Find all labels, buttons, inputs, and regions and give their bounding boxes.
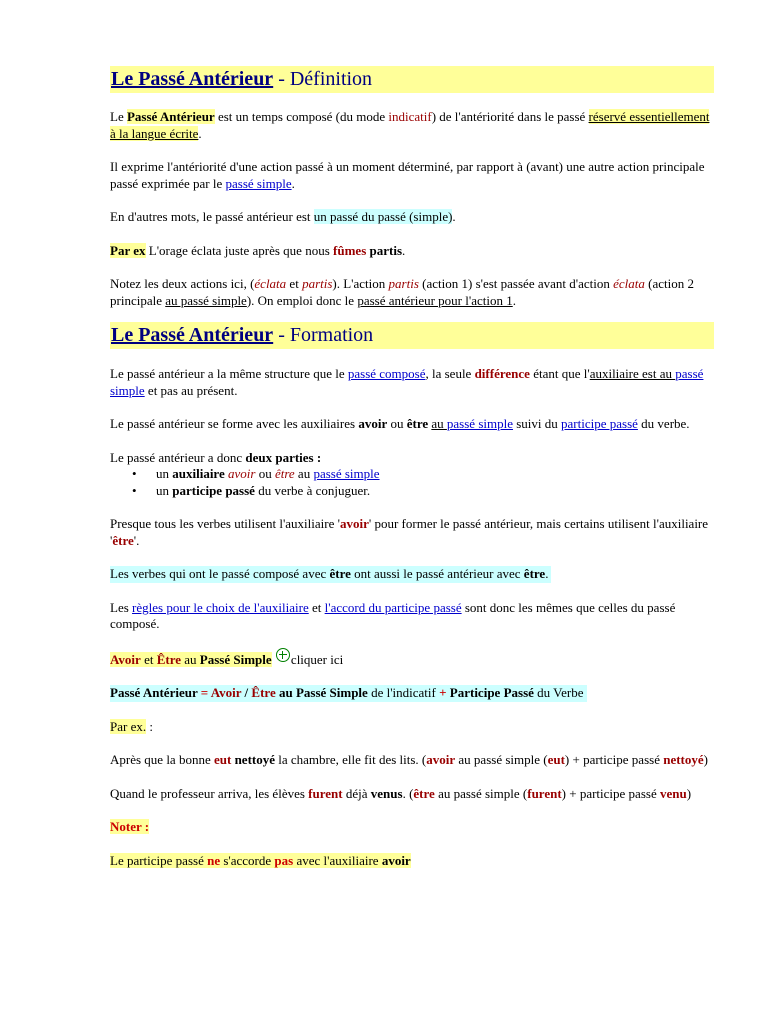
text: de l'indicatif	[367, 685, 440, 700]
text: au	[181, 651, 200, 667]
verb-partis: partis	[369, 242, 402, 258]
link-passe-simple[interactable]: passé simple	[110, 366, 704, 398]
term-passe-anterieur: Passé Antérieur	[110, 685, 198, 700]
verb-venu: venu	[659, 785, 687, 801]
text: Il exprime l'antériorité d'une action passé à un moment déterminé, par rapport à (avant) une autre action principale passé exprimée par le	[110, 159, 705, 191]
text: .	[512, 292, 516, 308]
formation-paragraph-6	[110, 600, 714, 633]
text: '.	[133, 532, 140, 548]
term-avoir: avoir	[381, 852, 411, 868]
verb-furent: furent	[308, 785, 343, 801]
text: Après que la bonne	[110, 752, 214, 767]
text: .	[545, 566, 549, 581]
verb-venus: venus	[370, 785, 403, 801]
text: Le	[110, 109, 127, 124]
term-avoir: Avoir	[210, 685, 242, 700]
term-avoir: avoir	[426, 752, 456, 767]
text: est un temps composé (du mode	[214, 109, 389, 124]
heading-title: Le Passé Antérieur	[111, 324, 274, 346]
click-here-link[interactable]: cliquer ici	[290, 651, 344, 667]
text: Les	[110, 599, 133, 615]
parts-list	[110, 466, 714, 499]
term-etre: être	[274, 466, 295, 481]
note-paragraph	[110, 853, 714, 870]
link-passe-compose[interactable]: passé composé	[347, 366, 426, 381]
text: .	[291, 175, 295, 191]
cyan-highlight	[110, 566, 551, 583]
text: (action 2 principale	[110, 276, 694, 308]
definition-paragraph-5	[110, 276, 714, 309]
text: Le passé antérieur se forme avec les auxiliaires	[110, 416, 359, 431]
underlined-text: au passé simple	[165, 292, 247, 308]
link-passe-simple[interactable]: passé simple	[446, 416, 513, 431]
list-item	[110, 483, 714, 500]
text: ' pour former le passé antérieur, mais certains utilisent l'auxiliaire '	[110, 516, 709, 548]
verb-nettoye: nettoyé	[663, 752, 704, 767]
term-avoir: avoir	[358, 416, 388, 431]
term-difference: différence	[474, 366, 530, 381]
example-paragraph-1	[110, 752, 714, 769]
text: L'orage éclata juste après que nous	[145, 242, 334, 258]
term-deux-parties: deux parties :	[245, 449, 322, 465]
term-avoir: Avoir	[110, 651, 141, 667]
term-ne: ne	[207, 852, 221, 868]
text: Le participe passé	[110, 852, 208, 868]
term-avoir: avoir	[339, 516, 369, 531]
verb-partis: partis	[302, 276, 333, 291]
cyan-highlight	[110, 685, 587, 702]
formation-heading	[110, 322, 714, 349]
term-au-passe-simple: au Passé Simple	[278, 685, 368, 700]
text: au passé simple (	[455, 752, 548, 767]
text: du verbe à conjuguer.	[254, 482, 371, 498]
text: )	[703, 752, 708, 767]
text: Quand le professeur arriva, les élèves	[110, 785, 309, 801]
text: et pas au présent.	[144, 382, 238, 398]
term-etre: Être	[251, 685, 276, 700]
term-participe-passe: participe passé	[172, 482, 255, 498]
formation-paragraph-5	[110, 566, 714, 583]
definition-paragraph-1	[110, 109, 714, 142]
term-passe-anterieur: Passé Antérieur	[126, 109, 215, 124]
text: , la seule	[425, 366, 475, 381]
term-etre: être	[413, 785, 435, 801]
underlined-text: auxiliaire est au	[589, 366, 676, 381]
note-label: Noter :	[110, 819, 150, 834]
text: avec l'auxiliaire	[293, 852, 382, 868]
text: étant que l'	[529, 366, 590, 381]
document-content	[110, 66, 714, 869]
link-passe-simple[interactable]: passé simple	[313, 466, 380, 481]
text: et	[308, 599, 325, 615]
heading-subtitle: - Formation	[273, 324, 374, 346]
text: suivi du	[512, 416, 562, 431]
plus-circle-icon[interactable]	[276, 648, 290, 662]
definition-heading	[110, 66, 714, 93]
underlined-text: passé antérieur pour l'action 1	[357, 292, 513, 308]
link-regles-auxiliaire[interactable]: règles pour le choix de l'auxiliaire	[132, 599, 309, 615]
link-participe-passe[interactable]: participe passé	[561, 416, 638, 431]
text: ou	[255, 466, 275, 481]
term-etre: être	[112, 532, 134, 548]
text: .	[402, 242, 406, 258]
text: du verbe.	[637, 416, 690, 431]
note-label-paragraph	[110, 819, 714, 836]
verb-eut: eut	[547, 752, 565, 767]
link-passe-simple[interactable]: passé simple	[225, 175, 292, 191]
definition-paragraph-2	[110, 159, 714, 192]
list-item	[110, 466, 714, 483]
term-etre: être	[523, 566, 546, 581]
term-pas: pas	[274, 852, 294, 868]
text: déjà	[342, 785, 371, 801]
verb-partis: partis	[388, 276, 419, 291]
example-paragraph-2	[110, 786, 714, 803]
yellow-highlight	[110, 853, 411, 868]
highlight-passe-du-passe: un passé du passé (simple)	[313, 209, 453, 224]
plus-sign: +	[439, 685, 447, 700]
formation-paragraph-4	[110, 516, 714, 549]
text: ). L'action	[332, 276, 389, 291]
verb-eut: eut	[213, 752, 232, 767]
text: Le passé antérieur a la même structure que le	[110, 366, 348, 381]
verb-eclata: éclata	[254, 276, 287, 291]
heading-title: Le Passé Antérieur	[111, 68, 274, 90]
verb-furent: furent	[527, 785, 562, 801]
text: un	[156, 482, 173, 498]
text: En d'autres mots, le passé antérieur est	[110, 209, 314, 224]
text: Presque tous les verbes utilisent l'auxiliaire '	[110, 516, 340, 531]
text: au passé simple (	[434, 785, 528, 801]
definition-paragraph-3	[110, 209, 714, 226]
text: ) + participe passé	[561, 785, 660, 801]
formation-paragraph-7	[110, 648, 714, 669]
term-auxiliaire: auxiliaire	[172, 466, 225, 481]
definition-example	[110, 243, 714, 260]
term-passe-simple: Passé Simple	[199, 651, 272, 667]
term-participe-passe: Participe Passé	[449, 685, 534, 700]
formation-paragraph-2	[110, 416, 714, 433]
term-etre: Être	[156, 651, 182, 667]
text: :	[146, 718, 153, 734]
text: s'accorde	[220, 852, 275, 868]
text: /	[241, 685, 252, 700]
verb-fumes: fûmes	[333, 242, 367, 258]
formula-paragraph	[110, 685, 714, 702]
formation-paragraph-1	[110, 366, 714, 399]
formation-paragraph-3	[110, 450, 714, 467]
term-etre: être	[329, 566, 351, 581]
text: (action 1) s'est passée avant d'action	[418, 276, 614, 291]
text: au	[294, 466, 314, 481]
text: .	[198, 125, 202, 141]
text: ou	[387, 416, 407, 431]
text: ). On emploi donc le	[246, 292, 358, 308]
underlined-text: au	[431, 416, 447, 431]
yellow-highlight	[110, 652, 272, 667]
text: du Verbe	[533, 685, 584, 700]
text: )	[686, 785, 692, 801]
text: . (	[402, 785, 414, 801]
heading-subtitle: - Définition	[273, 68, 373, 90]
text: Notez les deux actions ici, (	[110, 276, 255, 291]
text: ) + participe passé	[564, 752, 664, 767]
term-avoir: avoir	[227, 466, 256, 481]
verb-nettoye: nettoyé	[234, 752, 275, 767]
text: Les verbes qui ont le passé composé avec	[110, 566, 330, 581]
example-label-paragraph	[110, 719, 714, 736]
equals-sign: =	[197, 685, 211, 700]
bullet-icon: •	[132, 466, 137, 481]
text: Le passé antérieur a donc	[110, 449, 246, 465]
text: la chambre, elle fit des lits. (	[275, 752, 427, 767]
example-label: Par ex.	[110, 718, 147, 734]
text: ont aussi le passé antérieur avec	[350, 566, 524, 581]
text: sont donc les mêmes que celles du passé composé.	[110, 599, 676, 631]
highlight-langue-ecrite: réservé essentiellement à la langue écrite	[110, 109, 710, 141]
text: .	[452, 209, 456, 224]
text: et	[286, 276, 303, 291]
term-indicatif: indicatif	[388, 109, 432, 124]
link-accord-participe-passe[interactable]: l'accord du participe passé	[324, 599, 462, 615]
bullet-icon: •	[132, 482, 137, 498]
text: ) de l'antériorité dans le passé	[431, 109, 589, 124]
term-etre: être	[406, 416, 429, 431]
example-label: Par ex	[110, 242, 146, 258]
text: un	[156, 466, 173, 481]
verb-eclata: éclata	[613, 276, 645, 291]
text: et	[140, 651, 157, 667]
